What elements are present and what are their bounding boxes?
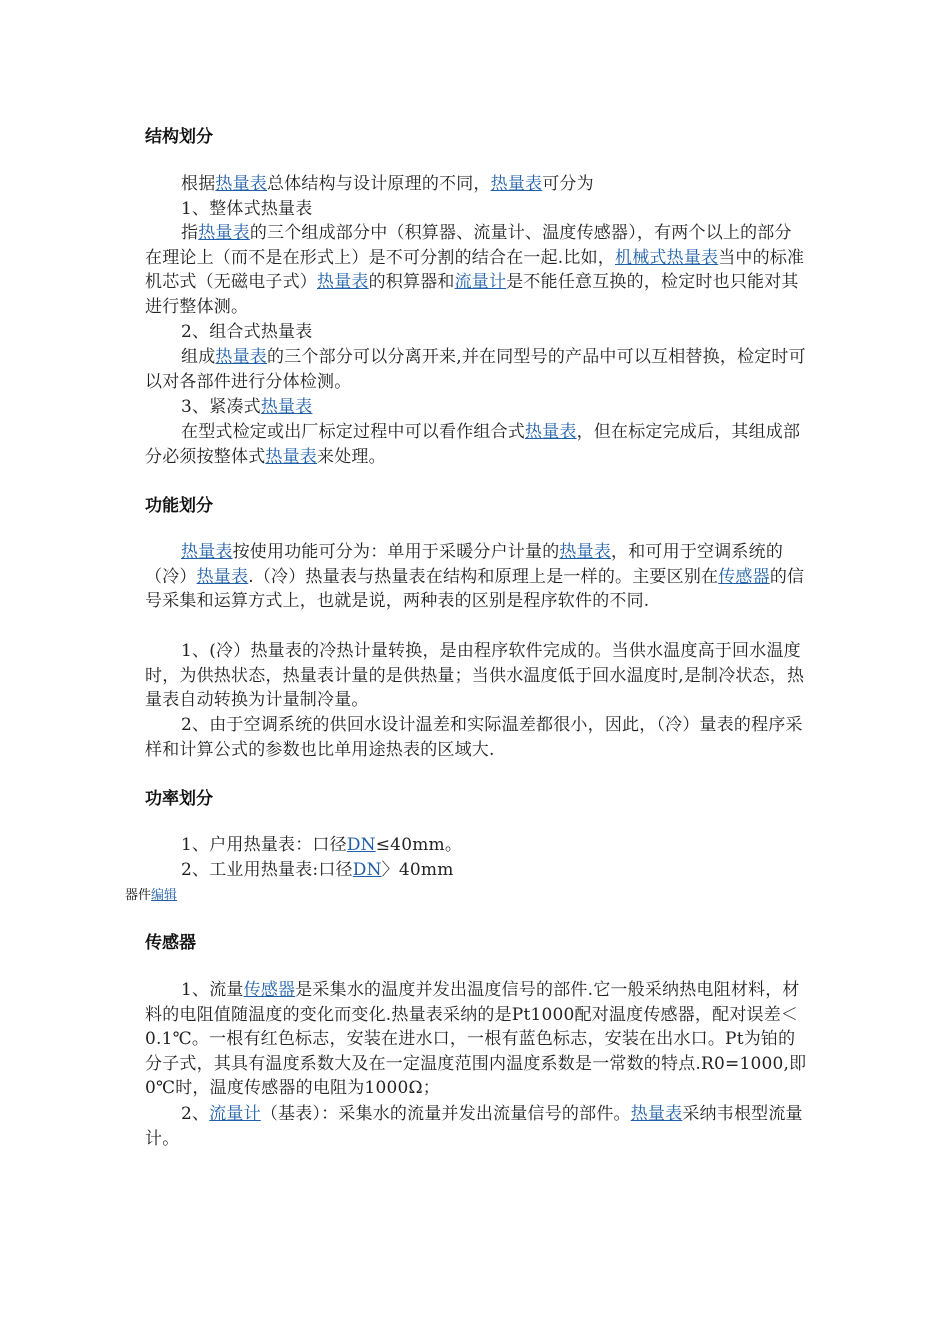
paragraph (145, 713, 807, 762)
link-heat-meter[interactable]: 热量表 (317, 272, 369, 293)
text: ，但在标定完成后，其组成部分必须按整体式 (145, 422, 801, 467)
link-heat-meter[interactable]: 热量表 (198, 223, 250, 243)
text: 按使用功能可分为：单用于采暖分户计量的 (232, 542, 560, 562)
text: 〉40mm (381, 860, 454, 880)
link-mechanical-heat-meter[interactable]: 机械式热量表 (615, 247, 719, 268)
text: 的信号采集和运算方式上，也就是说，两种表的区别是程序软件的不同. (145, 566, 805, 612)
section-title-structure: 结构划分 (145, 127, 213, 147)
text: 指 (181, 223, 199, 243)
link-heat-meter[interactable]: 热量表 (196, 566, 249, 587)
text: 2、工业用热量表:口径 (181, 860, 353, 880)
text: 1、(冷）热量表的冷热计量转换，是由程序软件完成的。当供水温度高于回水温度时，为供热状态，热量表计量的是供热量；当供水温度低于回水温度时,是制冷状态，热量表自动转换为计量制冷量。 (145, 641, 805, 711)
link-heat-meter[interactable]: 热量表 (525, 422, 577, 442)
paragraph (145, 172, 807, 197)
paragraph (145, 540, 807, 614)
text: 2、 (181, 1104, 210, 1124)
text: 的三个组成部分中（积算器、流量计、温度传感器），有两个以上的部分在理论上（而不是在形式上）是不可分割的结合在一起.比如， (145, 223, 792, 268)
paragraph (145, 639, 807, 713)
text: 总体结构与设计原理的不同， (267, 174, 491, 194)
link-heat-meter[interactable]: 热量表 (260, 397, 313, 417)
text: 可分为 (542, 174, 594, 194)
text: 是采集水的温度并发出温度信号的部件.它一般采纳热电阻材料，材料的电阻值随温度的变化而变化.热量表采纳的是Pt1000配对温度传感器，配对误差＜0.1℃。一根有红色标志，安装在进水口，一根有蓝色标志，安装在出水口。Pt为铂的分子式，其具有温度系数大及在一定温度范围内温度系数是一常数的特点.R0=1000,即0℃时，温度传感器的电阻为1000Ω； (145, 980, 807, 1099)
text: 1、整体式热量表 (181, 199, 313, 219)
link-heat-meter[interactable]: 热量表 (181, 542, 233, 562)
text: 3、紧凑式 (181, 397, 261, 417)
text: ，和可用于空调系统的（冷） (145, 542, 784, 587)
paragraph (145, 221, 807, 319)
paragraph (145, 978, 807, 1101)
text: 2、组合式热量表 (181, 322, 313, 342)
link-sensor[interactable]: 传感器 (243, 980, 296, 1000)
paragraph (145, 345, 807, 394)
components-heading (125, 887, 177, 905)
paragraph (145, 320, 807, 345)
link-heat-meter[interactable]: 热量表 (265, 446, 318, 467)
paragraph (145, 197, 807, 222)
link-heat-meter[interactable]: 热量表 (630, 1104, 683, 1124)
link-dn[interactable]: DN (346, 835, 376, 855)
paragraph (145, 1102, 807, 1151)
paragraph (145, 395, 807, 420)
link-flow-meter[interactable]: 流量计 (209, 1104, 261, 1124)
text: 当中的标准机芯式（无磁电子式） (145, 247, 805, 293)
text: 组成 (181, 347, 216, 367)
text: 来处理。 (317, 446, 386, 467)
link-sensor[interactable]: 传感器 (718, 566, 770, 587)
link-heat-meter[interactable]: 热量表 (215, 174, 268, 194)
text: .（冷）热量表与热量表在结构和原理上是一样的。主要区别在 (248, 566, 719, 587)
text: 是不能任意互换的，检定时也只能对其进行整体测。 (145, 272, 799, 317)
link-heat-meter[interactable]: 热量表 (215, 347, 268, 367)
link-heat-meter[interactable]: 热量表 (490, 174, 543, 194)
paragraph (145, 858, 807, 883)
text: 1、户用热量表：口径 (181, 835, 347, 855)
text: （基表）：采集水的流量并发出流量信号的部件。 (260, 1104, 631, 1124)
text: ≤40mm。 (375, 835, 463, 855)
text: 的三个部分可以分离开来,并在同型号的产品中可以互相替换，检定时可以对各部件进行分体检测。 (145, 347, 806, 392)
section-title-power: 功率划分 (145, 789, 213, 809)
components-label: 器件 (125, 888, 152, 903)
text: 在型式检定或出厂标定过程中可以看作组合式 (181, 422, 525, 442)
link-dn[interactable]: DN (352, 860, 382, 880)
paragraph (145, 420, 807, 469)
link-heat-meter[interactable]: 热量表 (559, 542, 612, 562)
text: 的积算器和 (368, 272, 455, 293)
paragraph (145, 833, 807, 858)
text: 1、流量 (181, 980, 244, 1000)
text: 采纳韦根型流量计。 (145, 1104, 803, 1149)
edit-link[interactable]: 编辑 (151, 888, 178, 903)
text: 2、由于空调系统的供回水设计温差和实际温差都很小，因此，（冷）量表的程序采样和计算公式的参数也比单用途热表的区域大. (145, 715, 803, 760)
link-flow-meter[interactable]: 流量计 (454, 272, 507, 293)
text: 根据 (181, 174, 216, 194)
section-title-sensor: 传感器 (145, 933, 196, 953)
section-title-function: 功能划分 (145, 496, 213, 516)
